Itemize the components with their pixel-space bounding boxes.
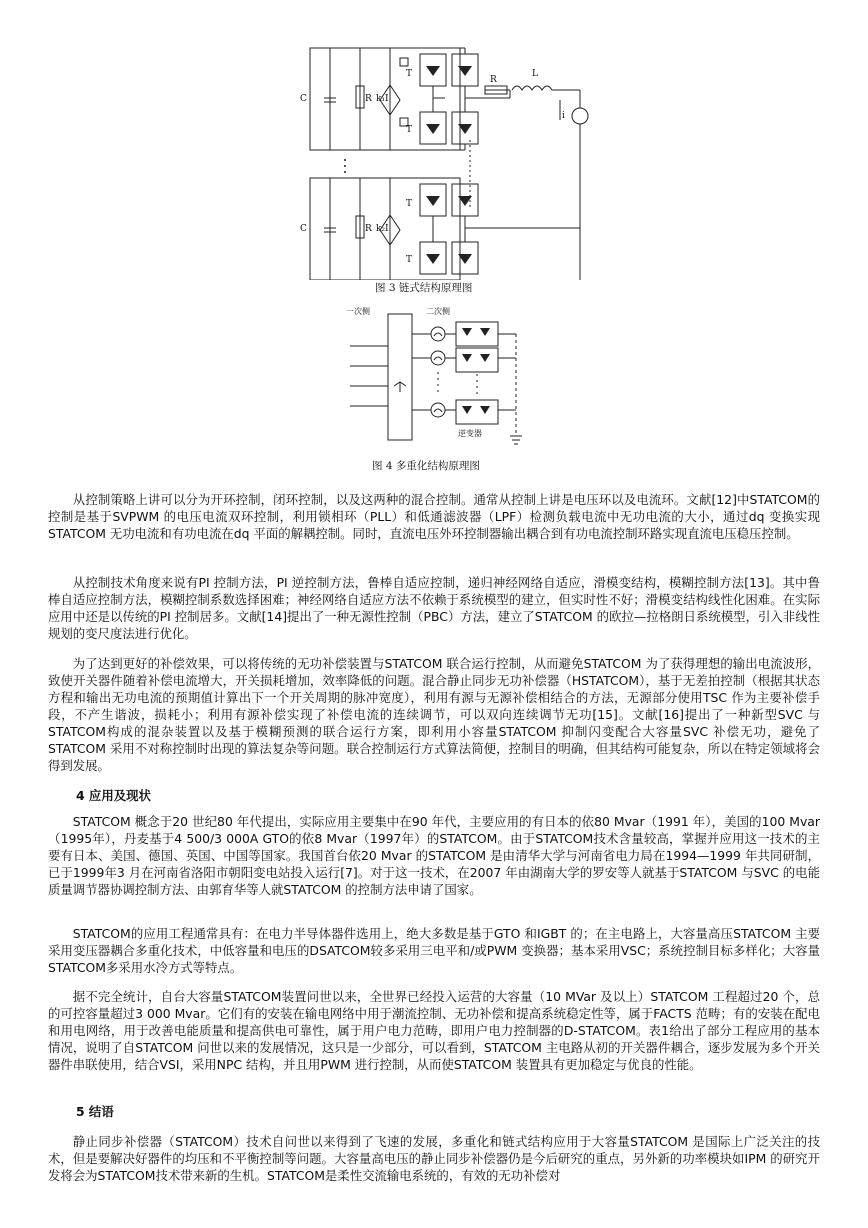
label-rs: R bbox=[490, 75, 497, 85]
label-ls: L bbox=[532, 69, 538, 79]
heading-section-5: 5 结语 bbox=[76, 1104, 114, 1119]
label-ks1: k₁I bbox=[376, 94, 389, 104]
figure4-multiplex-structure-diagram bbox=[340, 306, 540, 454]
label-i: i bbox=[562, 111, 565, 121]
paragraph-control-strategy: 从控制策略上讲可以分为开环控制，闭环控制，以及这两种的混合控制。通常从控制上讲是电压环以及电流环。文献[12]中STATCOM的控制是基于SVPWM 的电压电流双环控制，利用锁相环（PLL）和低通滤波器（LPF）检测负载电流中无功电流的大小，通过dq 变换实现STATCOM 无功电流和有功电流在dq 平面的解耦控制。同时，直流电压外环控制器输出耦合到有功电流控制环路实现直流电压稳压控制。 bbox=[48, 492, 820, 541]
paragraph-history: STATCOM 概念于20 世纪80 年代提出，实际应用主要集中在90 年代，主要应用的有日本的依80 Mvar（1991 年），美国的100 Mvar（1995年），丹麦基于4 500/3 000A GTO的依8 Mvar（1997年）的STATCOM。由于STATCOM技术含量较高，掌握并应用这一技术的主要有日本、美国、德国、英国、中国等国家。我国首台依20 Mvar 的STATCOM 是由清华大学与河南省电力局在1994—1999 年共同研制，已于1999年3 月在河南省洛阳市朝阳变电站投入运行[7]。对于这一技术，在2007 年由湖南大学的罗安等人就基于STATCOM 与SVC 的电能质量调节器协调控制方法、由郭育华等人就STATCOM 的控制方法申请了国家。 bbox=[48, 814, 820, 897]
paragraph-hybrid-compensation: 为了达到更好的补偿效果，可以将传统的无功补偿装置与STATCOM 联合运行控制，从而避免STATCOM 为了获得理想的输出电流波形，致使开关器件随着补偿电流增大，开关损耗增加，效率降低的问题。混合静止同步无功补偿器（HSTATCOM），基于无差拍控制（根据其状态方程和输出无功电流的预期值计算出下一个开关周期的脉冲宽度），利用有源与无源补偿相结合的方法，无源部分使用TSC 作为主要补偿手段，不产生谐波，损耗小；利用有源补偿实现了补偿电流的连续调节，可以双向连续调节无功[15]。文献[16]提出了一种新型SVC 与STATCOM构成的混杂装置以及基于模糊预测的联合运行方案，即利用小容量STATCOM 抑制闪变配合大容量SVC 补偿无功，避免了STATCOM 采用不对称控制时出现的算法复杂等问题。联合控制运行方式算法简便，控制目的明确，但其结构可能复杂，所以在特定领域将会得到发展。 bbox=[48, 656, 820, 773]
label-inverter: 逆变器 bbox=[458, 429, 482, 438]
figure3-chain-structure-diagram bbox=[280, 30, 630, 280]
paragraph-statistics: 据不完全统计，自台大容量STATCOM装置问世以来，全世界已经投入运营的大容量（10 MVar 及以上）STATCOM 工程超过20 个，总的可控容量超过3 000 Mvar。它们有的安装在输电网络中用于潮流控制、无功补偿和提高系统稳定性等，属于FACTS 范畴；有的安装在配电和用电网络，用于改善电能质量和提高供电可靠性，属于用户电力范畴，即用户电力控制器的D-STATCOM。表1给出了部分工程应用的基本情况，说明了自STATCOM 问世以来的发展情况，这只是一少部分，可以看到，STATCOM 主电路从初的开关器件耦合，逐步发展为多个开关器件串联使用，结合VSI，采用NPC 结构，并且用PWM 进行控制，从而使STATCOM 装置具有更加稳定与优良的性能。 bbox=[48, 989, 820, 1072]
label-c1: C bbox=[300, 94, 307, 104]
paragraph-control-technique: 从控制技术角度来说有PI 控制方法，PI 逆控制方法，鲁棒自适应控制，递归神经网络自适应，滑模变结构，模糊控制方法[13]。其中鲁棒自适应控制方法，模糊控制系数选择困难；神经网络自适应方法不依赖于系统模型的建立，但实时性不好；滑模变结构线性化困难。在实际应用中还是以传统的PI 控制居多。文献[14]提出了一种无源性控制（PBC）方法，建立了STATCOM 的欧拉—拉格朗日系统模型，引入非线性规划的变尺度法进行优化。 bbox=[48, 575, 820, 641]
paragraph-conclusion: 静止同步补偿器（STATCOM）技术自问世以来得到了飞速的发展，多重化和链式结构应用于大容量STATCOM 是国际上广泛关注的技术，但是要解决好器件的均压和不平衡控制等问题。大容量高电压的静止同步补偿器仍是今后研究的重点，另外新的功率模块如IPM 的研究开发将会为STATCOM技术带来新的生机。STATCOM是柔性交流输电系统的，有效的无功补偿对 bbox=[48, 1134, 820, 1183]
label-ks2: k₂I bbox=[376, 224, 389, 234]
label-r1: R bbox=[365, 94, 372, 104]
label-r2: R bbox=[365, 224, 372, 234]
paragraph-engineering: STATCOM的应用工程通常具有：在电力半导体器件选用上，绝大多数是基于GTO 和IGBT 的；在主电路上，大容量高压STATCOM 主要采用变压器耦合多重化技术，中低容量和电压的DSATCOM较多采用三电平和/或PWM 变换器；基本采用VSC；系统控制目标多样化；大容量STATCOM多采用水冷方式等特点。 bbox=[48, 926, 820, 975]
label-c2: C bbox=[300, 224, 307, 234]
label-t3: T bbox=[406, 199, 413, 209]
label-secondary-side: 二次侧 bbox=[426, 307, 450, 316]
label-t1: T bbox=[406, 69, 413, 79]
label-t4: T bbox=[406, 255, 413, 265]
heading-section-4: 4 应用及现状 bbox=[76, 788, 151, 803]
label-primary-side: 一次侧 bbox=[346, 307, 370, 316]
label-t2: T bbox=[406, 125, 413, 135]
figure3-caption: 图 3 链式结构原理图 bbox=[375, 282, 473, 294]
figure4-caption: 图 4 多重化结构原理图 bbox=[372, 460, 480, 472]
